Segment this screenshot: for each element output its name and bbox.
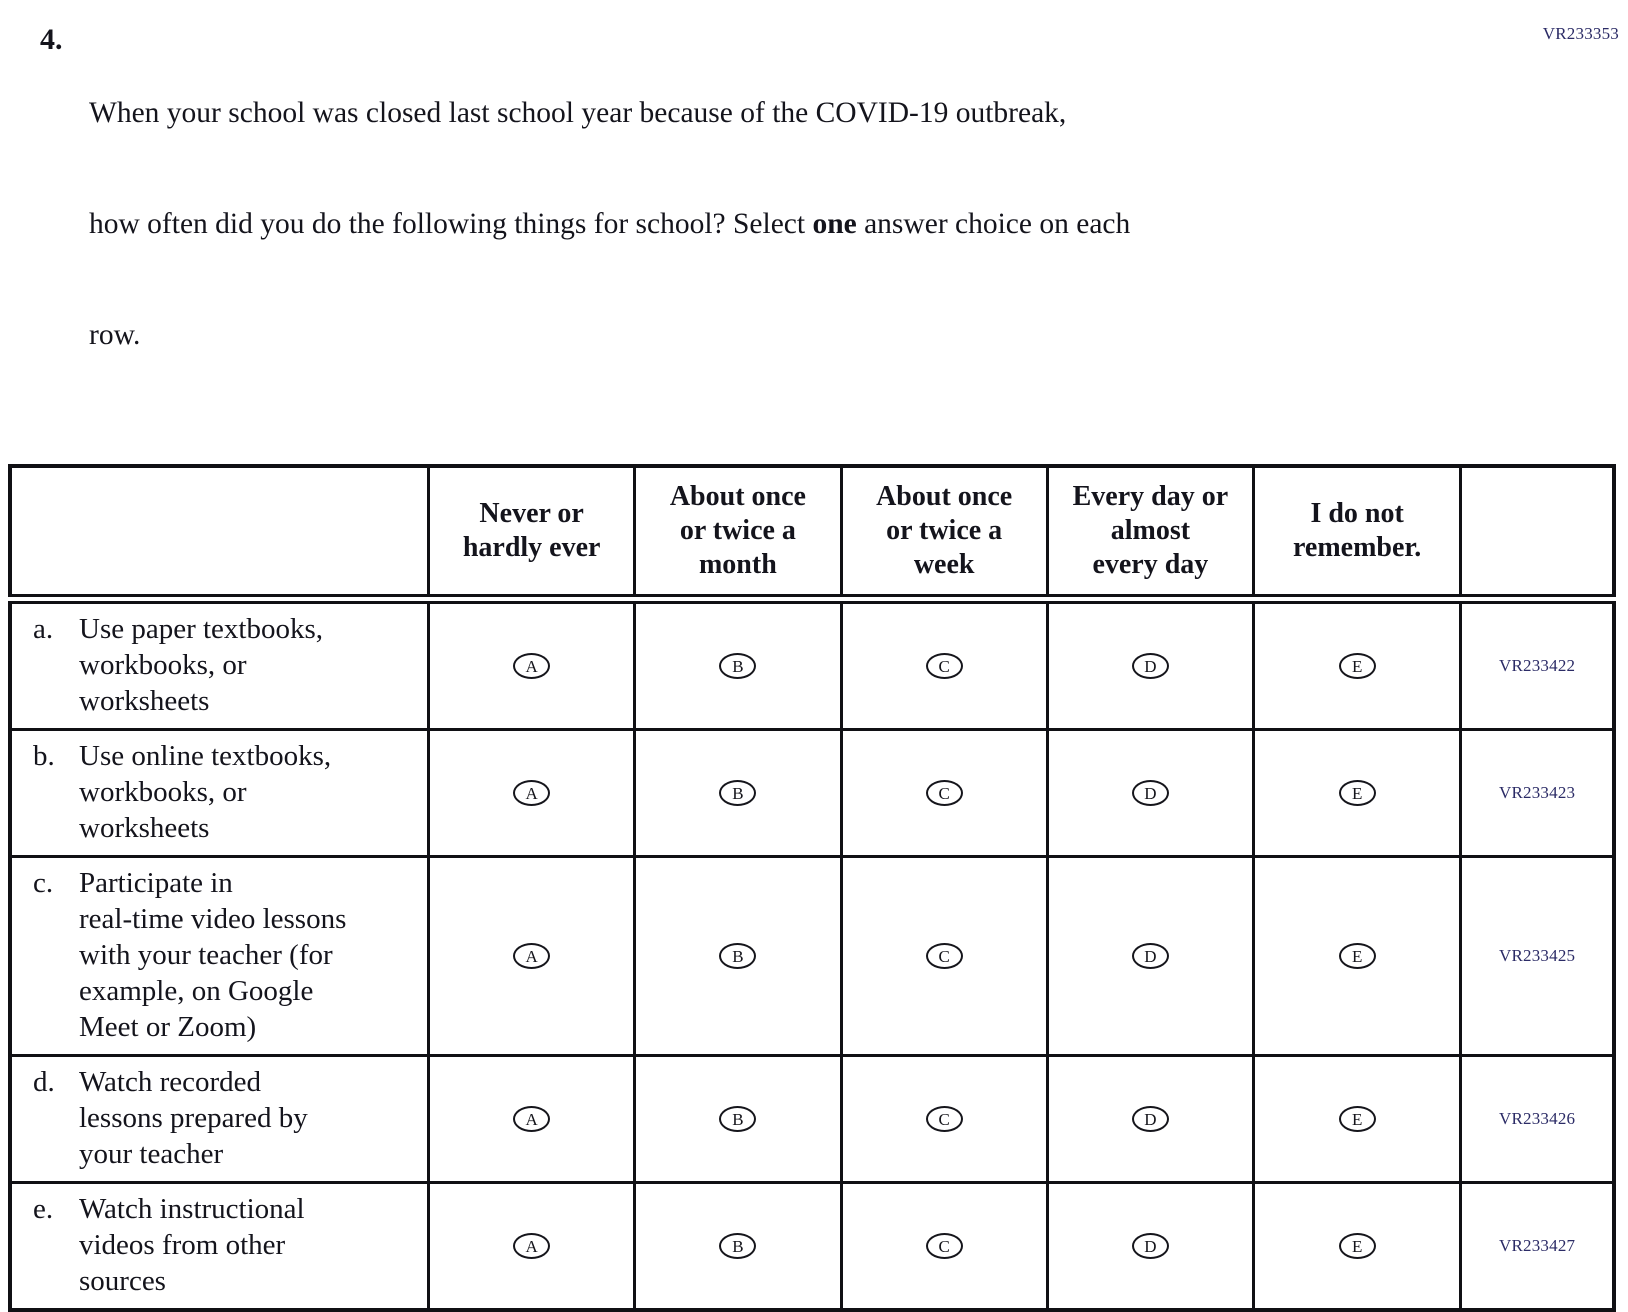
option-cell: [1047, 599, 1253, 730]
answer-bubble-a[interactable]: A: [513, 943, 550, 969]
answer-bubble-e[interactable]: E: [1339, 1106, 1376, 1132]
row-item-text: Use online textbooks, workbooks, or worksheets: [79, 740, 332, 844]
answer-bubble-b[interactable]: B: [719, 943, 756, 969]
row-item-cell: [10, 1056, 429, 1183]
option-cell: [841, 599, 1047, 730]
header-row: [10, 466, 1614, 599]
option-cell: [635, 1183, 841, 1311]
answer-bubble-c[interactable]: C: [926, 943, 963, 969]
row-letter: b.: [33, 740, 55, 772]
answer-bubble-c[interactable]: C: [926, 1233, 963, 1259]
table-row: [10, 857, 1614, 1056]
item-code: VR233422: [1461, 599, 1614, 730]
page-code: VR233353: [1542, 24, 1619, 43]
option-cell: [841, 1183, 1047, 1311]
header-do-not-remember: I do not remember.: [1254, 466, 1461, 599]
row-item-text: Participate in real-time video lessons with your teacher (for example, on Google Meet or Zoom): [79, 867, 347, 1043]
row-item-text: Watch recorded lessons prepared by your teacher: [79, 1066, 308, 1170]
header-never-or-hardly-ever: Never or hardly ever: [429, 466, 635, 599]
option-cell: [1254, 857, 1461, 1056]
option-cell: [635, 1056, 841, 1183]
header-every-day: Every day or almost every day: [1047, 466, 1253, 599]
answer-bubble-b[interactable]: B: [719, 1233, 756, 1259]
item-code: VR233425: [1461, 857, 1614, 1056]
response-grid: [8, 464, 1616, 1312]
option-cell: [1254, 730, 1461, 857]
answer-bubble-c[interactable]: C: [926, 1106, 963, 1132]
answer-bubble-b[interactable]: B: [719, 780, 756, 806]
question-line-3: row.: [89, 319, 141, 351]
option-cell: [1047, 730, 1253, 857]
option-cell: [635, 730, 841, 857]
answer-bubble-e[interactable]: E: [1339, 653, 1376, 679]
row-letter: e.: [33, 1193, 54, 1225]
header-about-once-month: About once or twice a month: [635, 466, 841, 599]
option-cell: [841, 857, 1047, 1056]
header-code-blank: [1461, 466, 1614, 599]
option-cell: [1254, 1183, 1461, 1311]
answer-bubble-a[interactable]: A: [513, 780, 550, 806]
table-row: [10, 1183, 1614, 1311]
row-letter: d.: [33, 1066, 55, 1098]
item-code: VR233427: [1461, 1183, 1614, 1311]
option-cell: [1047, 1056, 1253, 1183]
row-letter: a.: [33, 613, 54, 645]
row-item-cell: [10, 730, 429, 857]
answer-bubble-a[interactable]: A: [513, 1106, 550, 1132]
table-row: [10, 730, 1614, 857]
header-item-blank: [10, 466, 429, 599]
questionnaire-page: [0, 21, 1628, 1297]
row-item-text: Watch instructional videos from other sources: [79, 1193, 305, 1297]
answer-bubble-d[interactable]: D: [1132, 780, 1169, 806]
answer-bubble-a[interactable]: A: [513, 1233, 550, 1259]
answer-bubble-b[interactable]: B: [719, 653, 756, 679]
option-cell: [1047, 1183, 1253, 1311]
answer-bubble-e[interactable]: E: [1339, 780, 1376, 806]
question-block: [40, 21, 1628, 428]
row-item-cell: [10, 599, 429, 730]
row-letter: c.: [33, 867, 54, 899]
answer-bubble-d[interactable]: D: [1132, 943, 1169, 969]
row-item-text: Use paper textbooks, workbooks, or worksheets: [79, 613, 324, 717]
option-cell: [841, 1056, 1047, 1183]
answer-bubble-d[interactable]: D: [1132, 653, 1169, 679]
question-text: [89, 21, 1130, 428]
option-cell: [429, 599, 635, 730]
item-code: VR233426: [1461, 1056, 1614, 1183]
option-cell: [635, 599, 841, 730]
option-cell: [635, 857, 841, 1056]
question-bold-word: one: [812, 208, 857, 240]
answer-bubble-e[interactable]: E: [1339, 1233, 1376, 1259]
question-line-2-pre: how often did you do the following things for school? Select: [89, 208, 813, 240]
answer-bubble-d[interactable]: D: [1132, 1233, 1169, 1259]
answer-bubble-a[interactable]: A: [513, 653, 550, 679]
option-cell: [1254, 1056, 1461, 1183]
item-code: VR233423: [1461, 730, 1614, 857]
question-line-2: [89, 206, 1130, 243]
option-cell: [429, 1056, 635, 1183]
table-row: [10, 1056, 1614, 1183]
answer-bubble-d[interactable]: D: [1132, 1106, 1169, 1132]
table-row: [10, 599, 1614, 730]
option-cell: [1254, 599, 1461, 730]
option-cell: [429, 1183, 635, 1311]
answer-bubble-c[interactable]: C: [926, 653, 963, 679]
row-item-cell: [10, 857, 429, 1056]
question-number: 4.: [40, 23, 63, 56]
option-cell: [1047, 857, 1253, 1056]
row-item-cell: [10, 1183, 429, 1311]
question-line-2-post: answer choice on each: [856, 208, 1131, 240]
option-cell: [841, 730, 1047, 857]
option-cell: [429, 730, 635, 857]
answer-bubble-c[interactable]: C: [926, 780, 963, 806]
option-cell: [429, 857, 635, 1056]
answer-bubble-b[interactable]: B: [719, 1106, 756, 1132]
question-line-1: When your school was closed last school year because of the COVID-19 outbreak,: [89, 97, 1067, 129]
header-about-once-week: About once or twice a week: [841, 466, 1047, 599]
answer-bubble-e[interactable]: E: [1339, 943, 1376, 969]
